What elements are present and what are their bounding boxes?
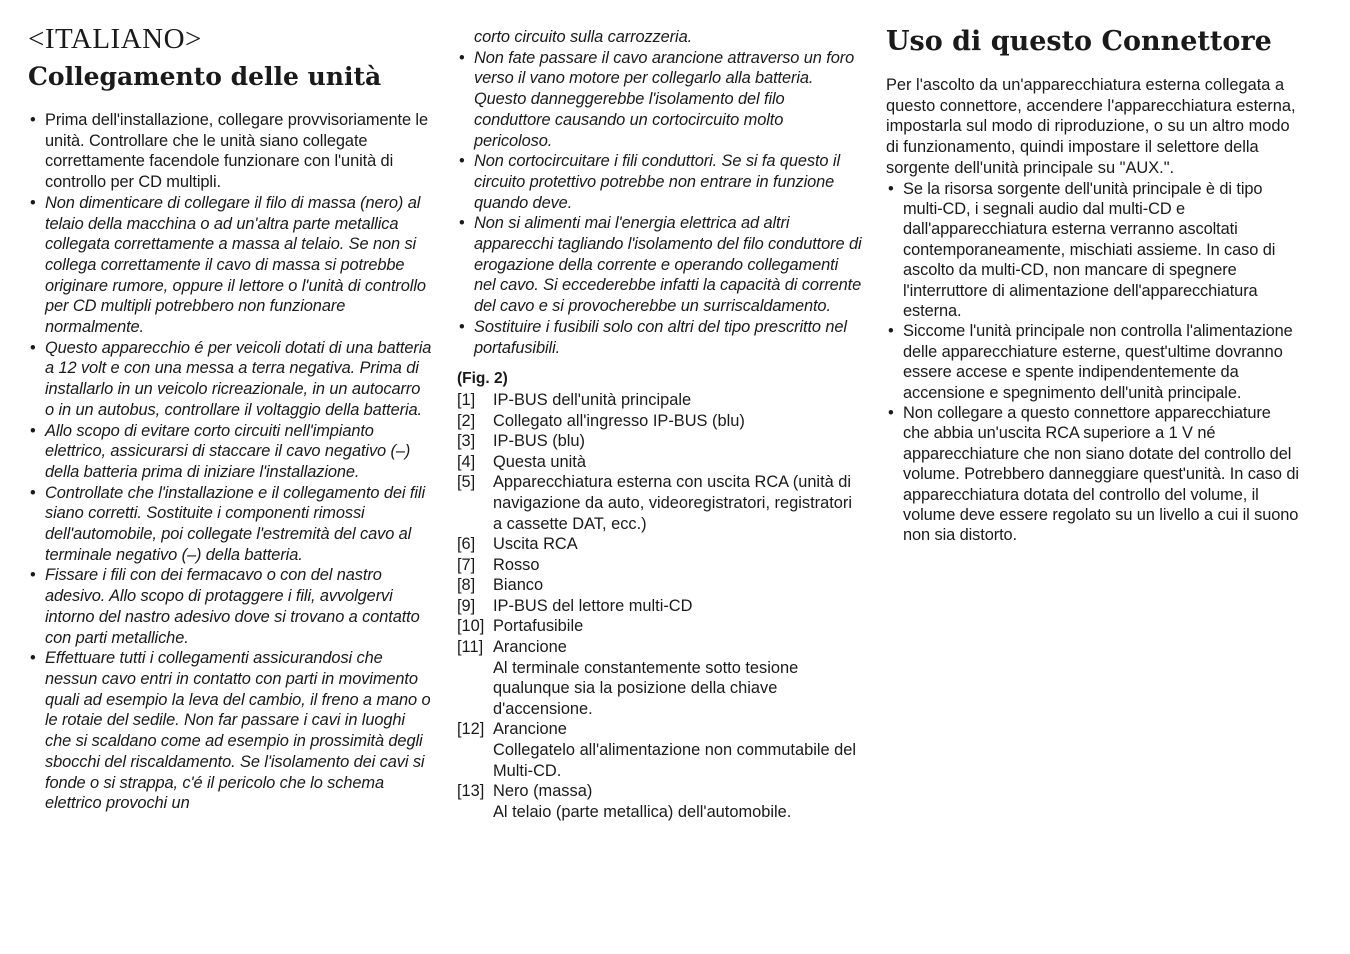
legend-number: [3]: [457, 432, 476, 451]
legend-text: Bianco: [493, 576, 544, 595]
legend-item: [457, 555, 862, 576]
right-column: [886, 0, 1301, 546]
bullet-list-connettore: [886, 179, 1301, 546]
legend-text: IP-BUS del lettore multi-CD: [493, 596, 693, 615]
legend-text-block: [493, 719, 862, 781]
legend-text-block: [493, 390, 862, 411]
bullet-item: • Non dimenticare di collegare il filo di massa (nero) al telaio della macchina o ad un'altra parte metallica collegata correttamente a massa al telaio. Se non si collega correttamente il cavo di massa si potrebbe originare rumore, oppure il lettore o l'unità di controllo per CD multipli potrebbero non funzionare normalmente.: [28, 193, 433, 338]
bullet-item: • Se la risorsa sorgente dell'unità principale è di tipo multi-CD, i segnali audio dal multi-CD e dall'apparecchiatura esterna verranno ascoltati contemporaneamente, mischiati assieme. In caso di ascolto da multi-CD, non mancare di spegnere l'interruttore di alimentazione dell'apparecchiatura esterna.: [886, 179, 1301, 322]
legend-text-block: [493, 431, 862, 452]
legend-text: Portafusibile: [493, 617, 584, 636]
legend-number: [8]: [457, 576, 476, 595]
legend-number: [12]: [457, 720, 485, 739]
bullet-item: • Questo apparecchio é per veicoli dotati di una batteria a 12 volt e con una messa a terra negativa. Prima di installarlo in un veicolo ricreazionale, in un autocarro o in un autobus, controllare il voltaggio della batteria.: [28, 338, 433, 421]
legend-number: [9]: [457, 596, 476, 615]
bullet-item: • Controllate che l'installazione e il collegamento dei fili siano corretti. Sostituite i componenti rimossi dell'automobile, poi collegate l'estremità del cavo al terminale negativo (–) della batteria.: [28, 483, 433, 566]
bullet-item: • Prima dell'installazione, collegare provvisoriamente le unità. Controllare che le unità siano collegate correttamente facendole funzionare con l'unità di controllo per CD multipli.: [28, 110, 433, 193]
bullet-item: • Non si alimenti mai l'energia elettrica ad altri apparecchi tagliando l'isolamento del filo conduttore di erogazione della corrente e operando collegamenti nel cavo. Si eccederebbe infatti la capacità di corrente del cavo e si provocherebbe un surriscaldamento.: [457, 213, 862, 317]
legend-text: Nero (massa): [493, 782, 593, 801]
figure-legend: [457, 390, 862, 822]
figure-label: (Fig. 2): [457, 370, 508, 388]
legend-item: [457, 452, 862, 473]
legend-item: [457, 472, 862, 534]
legend-note: Al terminale constantemente sotto tesione qualunque sia la posizione della chiave d'accensione.: [493, 658, 799, 718]
bullet-item: • Allo scopo di evitare corto circuiti nell'impianto elettrico, assicurarsi di staccare il cavo negativo (–) della batteria prima di iniziare l'installazione.: [28, 421, 433, 483]
bullet-item: • Non cortocircuitare i fili conduttori. Se si fa questo il circuito protettivo potrebbe non entrare in funzione quando deve.: [457, 151, 862, 213]
legend-item: [457, 719, 862, 781]
legend-text: IP-BUS dell'unità principale: [493, 390, 692, 409]
bullet-item: • Fissare i fili con dei fermacavo o con del nastro adesivo. Allo scopo di protaggere i fili, avvolgervi intorno del nastro adesivo dove si trovano a contatto con parti metalliche.: [28, 565, 433, 648]
legend-text-block: [493, 637, 862, 719]
middle-column: [457, 0, 862, 822]
legend-text-block: [493, 472, 862, 534]
legend-number: [6]: [457, 535, 476, 554]
left-column: [28, 0, 433, 814]
bullet-item: • Non fate passare il cavo arancione attraverso un foro verso il vano motore per collegarlo alla batteria. Questo danneggerebbe l'isolamento del filo conduttore causando un cortocircuito molto pericoloso.: [457, 48, 862, 152]
legend-text: Uscita RCA: [493, 535, 578, 554]
legend-item: [457, 596, 862, 617]
legend-item: [457, 431, 862, 452]
legend-number: [11]: [457, 638, 484, 657]
legend-text-block: [493, 596, 862, 617]
legend-text-block: [493, 452, 862, 473]
legend-number: [1]: [457, 390, 476, 409]
legend-number: [4]: [457, 452, 476, 471]
continued-text: corto circuito sulla carrozzeria.: [474, 28, 693, 46]
legend-item: [457, 616, 862, 637]
legend-note: Collegatelo all'alimentazione non commutabile del Multi-CD.: [493, 741, 857, 780]
legend-text: Arancione: [493, 638, 567, 657]
legend-number: [7]: [457, 555, 476, 574]
legend-number: [2]: [457, 411, 476, 430]
legend-item: [457, 390, 862, 411]
legend-item: [457, 637, 862, 719]
legend-text-block: [493, 575, 862, 596]
legend-text: Apparecchiatura esterna con uscita RCA (unità di navigazione da auto, videoregistratori, registratori a cassette DAT, ecc.): [493, 473, 852, 533]
language-heading: <ITALIANO>: [28, 23, 202, 55]
bullet-list-collegamento: [28, 110, 433, 814]
legend-text: Questa unità: [493, 452, 586, 471]
legend-text-block: [493, 411, 862, 432]
legend-note: Al telaio (parte metallica) dell'automobile.: [493, 802, 792, 821]
legend-text-block: [493, 555, 862, 576]
legend-number: [10]: [457, 617, 485, 636]
legend-text: Rosso: [493, 555, 540, 574]
legend-number: [13]: [457, 782, 485, 801]
intro-paragraph: Per l'ascolto da un'apparecchiatura esterna collegata a questo connettore, accendere l'apparecchiatura esterna, impostarla sul modo di riproduzione, o su un altro modo di funzionamento, quindi impostare il selettore della sorgente dell'unità principale su "AUX.".: [886, 76, 1296, 177]
bullet-item: • Siccome l'unità principale non controlla l'alimentazione delle apparecchiature esterne, quest'ultime dovranno essere accese e spente indipendentemente da accensione e spegnimento dell'unità principale.: [886, 321, 1301, 403]
bullet-item: • Sostituire i fusibili solo con altri del tipo prescritto nel portafusibili.: [457, 317, 862, 358]
legend-text-block: [493, 781, 862, 822]
legend-text: Arancione: [493, 720, 567, 739]
legend-item: [457, 575, 862, 596]
bullet-list-warnings: [457, 27, 862, 358]
legend-item: [457, 411, 862, 432]
legend-item: [457, 534, 862, 555]
legend-item: [457, 781, 862, 822]
section-title-collegamento: Collegamento delle unità: [28, 62, 382, 91]
bullet-item: • Non collegare a questo connettore apparecchiature che abbia un'uscita RCA superiore a 1 V né apparecchiature che non siano dotate del controllo del volume. Potrebbero danneggiare quest'unità. In caso di apparecchiatura dotata del controllo del volume, il volume deve essere regolato su un livello a cui il suono non sia distorto.: [886, 403, 1301, 546]
legend-number: [5]: [457, 473, 476, 492]
legend-text: IP-BUS (blu): [493, 432, 585, 451]
legend-text: Collegato all'ingresso IP-BUS (blu): [493, 411, 745, 430]
legend-text-block: [493, 534, 862, 555]
section-title-connettore: Uso di questo Connettore: [886, 26, 1272, 57]
bullet-item: • Effettuare tutti i collegamenti assicurandosi che nessun cavo entri in contatto con parti in movimento quali ad esempio la leva del cambio, il freno a mano o le rotaie del sedile. Non far passare i cavi in luoghi che si scaldano come ad esempio in prossimità degli sbocchi del riscaldamento. Se l'isolamento dei cavi si fonde o si strappa, c'é il pericolo che lo schema elettrico provochi un: [28, 648, 433, 814]
legend-text-block: [493, 616, 862, 637]
